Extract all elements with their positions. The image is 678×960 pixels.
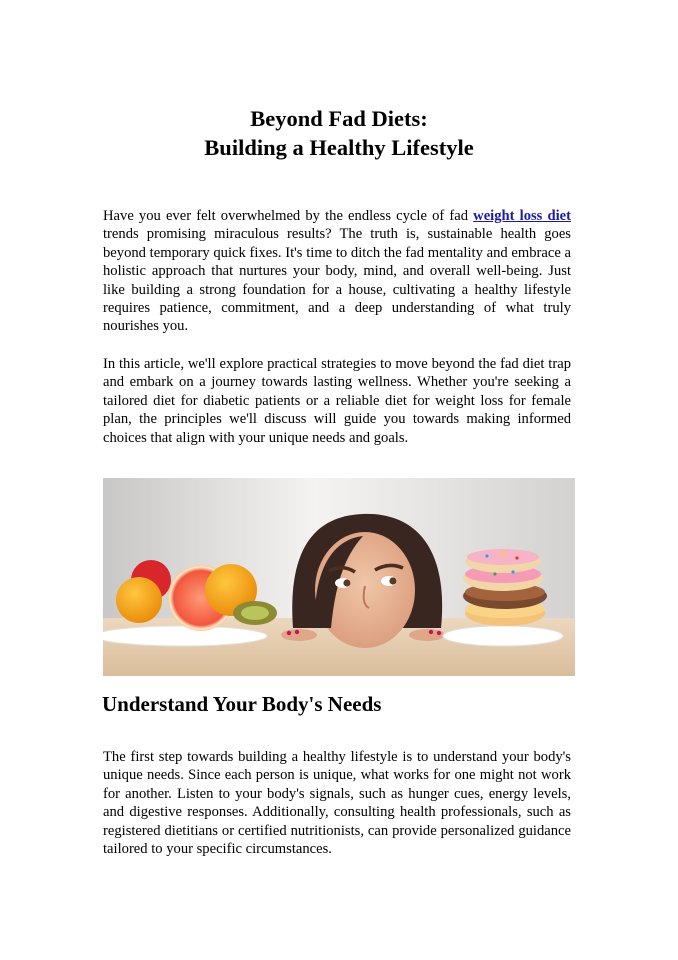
section-heading: Understand Your Body's Needs [102, 692, 382, 716]
title-line-2: Building a Healthy Lifestyle [204, 135, 474, 160]
section-paragraph: The first step towards building a healthy lifestyle is to understand your body's unique needs. Since each person is unique, what works for one might not work for another. Listen to your body's signals, such as hunger cues, energy levels, and digestive responses. Additionally, consulting health professionals, such as registered dietitians or certified nutritionists, can provide personalized guidance tailored to your specific circumstances. [103, 749, 571, 858]
article-title [0, 104, 678, 162]
weight-loss-diet-link[interactable]: weight loss diet [473, 208, 571, 224]
intro-paragraph [103, 207, 571, 336]
paragraph-2: In this article, we'll explore practical strategies to move beyond the fad diet trap and embark on a journey towards lasting wellness. Whether you're seeking a tailored diet for diabetic patients or a reliable diet for weight loss for female plan, the principles we'll discuss will guide you towards making informed choices that align with your unique needs and goals. [103, 356, 571, 446]
intro-text-before-link: Have you ever felt overwhelmed by the endless cycle of fad [103, 208, 474, 224]
intro-text-after-link: trends promising miraculous results? The truth is, sustainable health goes beyond temporary quick fixes. It's time to ditch the fad mentality and embrace a holistic approach that nurtures your body, mind, and overall well-being. Just like building a strong foundation for a house, cultivating a healthy lifestyle requires patience, commitment, and a deep understanding of what truly nourishes you. [103, 226, 571, 335]
title-line-1: Beyond Fad Diets: [250, 106, 428, 131]
hero-image [103, 478, 575, 676]
